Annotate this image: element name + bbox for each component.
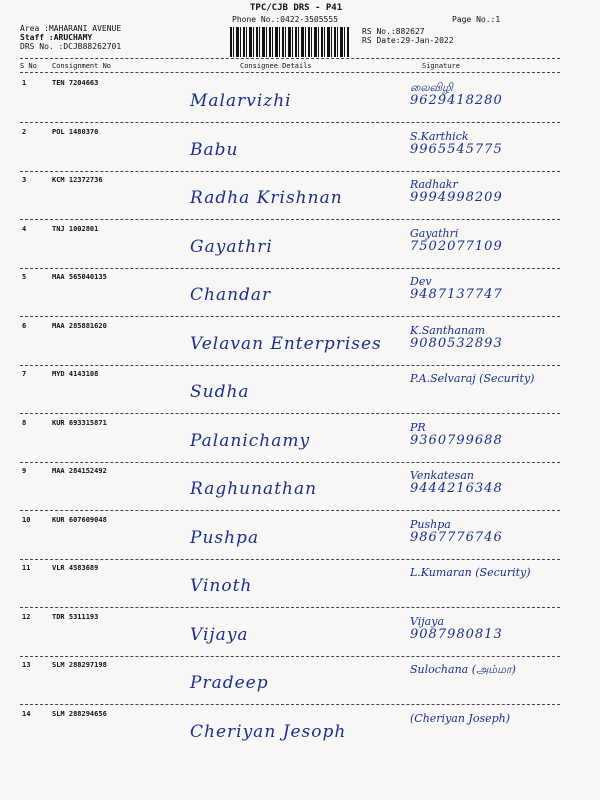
row-divider	[20, 365, 560, 366]
row-consignee-name: Gayathri	[190, 237, 273, 257]
row-signature	[410, 275, 560, 301]
row-signature-phone: 9360799688	[410, 433, 503, 448]
drs-number: DRS No. :DCJB88262701	[20, 42, 122, 51]
table-row	[0, 419, 600, 451]
row-signature-text: Radhakr	[410, 178, 458, 191]
row-consignment-no: SLM 288297198	[52, 661, 107, 669]
row-sno: 8	[22, 419, 27, 427]
row-signature-text: (Cheriyan Joseph)	[410, 712, 511, 725]
row-consignment-no: MAA 285881620	[52, 322, 107, 330]
row-consignment-no: MYD 4143108	[52, 370, 99, 378]
rs-number: RS No.:882627	[362, 27, 425, 36]
table-row	[0, 322, 600, 354]
row-signature-text: Venkatesan	[410, 469, 474, 482]
row-signature-text: Sulochana (அம்மா)	[410, 663, 516, 676]
row-signature	[410, 178, 560, 204]
row-divider	[20, 656, 560, 657]
row-signature	[410, 227, 560, 253]
row-divider	[20, 122, 560, 123]
row-consignee-name: Chandar	[190, 285, 272, 305]
row-consignment-no: POL 1480370	[52, 128, 99, 136]
row-divider	[20, 171, 560, 172]
row-signature	[410, 469, 560, 495]
row-signature-phone: 9087980813	[410, 627, 503, 642]
row-signature	[410, 130, 560, 156]
row-consignment-no: KCM 12372736	[52, 176, 103, 184]
table-row	[0, 273, 600, 305]
row-signature-phone: 9965545775	[410, 142, 503, 157]
row-signature-phone: 9444216348	[410, 481, 503, 496]
row-consignment-no: KUR 693315871	[52, 419, 107, 427]
row-signature	[410, 372, 560, 385]
phone-number: Phone No.:0422-3505555	[232, 15, 338, 24]
row-sno: 3	[22, 176, 27, 184]
row-divider	[20, 462, 560, 463]
table-row	[0, 661, 600, 693]
row-divider	[20, 704, 560, 705]
document-title: TPC/CJB DRS - P41	[250, 3, 343, 13]
row-consignment-no: TDR 5311193	[52, 613, 99, 621]
row-signature	[410, 324, 560, 350]
row-consignee-name: Pushpa	[190, 528, 260, 548]
row-divider	[20, 268, 560, 269]
row-signature-text: Dev	[410, 275, 432, 288]
row-consignee-name: Malarvizhi	[190, 91, 292, 111]
row-sno: 1	[22, 79, 27, 87]
row-sno: 5	[22, 273, 27, 281]
row-consignment-no: VLR 4583689	[52, 564, 99, 572]
row-consignment-no: KUR 607609048	[52, 516, 107, 524]
row-sno: 6	[22, 322, 27, 330]
row-signature-phone: 9994998209	[410, 190, 503, 205]
row-signature-phone: 7502077109	[410, 239, 503, 254]
row-divider	[20, 413, 560, 414]
row-divider	[20, 607, 560, 608]
table-row	[0, 516, 600, 548]
staff-label: Staff :ARUCHAMY	[20, 33, 93, 42]
row-signature-phone: 9487137747	[410, 287, 503, 302]
row-signature-text: K.Santhanam	[410, 324, 486, 337]
row-signature-phone: 9867776746	[410, 530, 503, 545]
row-sno: 11	[22, 564, 31, 572]
row-signature-text: Vijaya	[410, 615, 445, 628]
row-sno: 4	[22, 225, 27, 233]
col-sno: S No	[20, 62, 37, 70]
row-signature-text: Pushpa	[410, 518, 451, 531]
columns-divider	[20, 72, 560, 73]
row-consignee-name: Sudha	[190, 382, 250, 402]
col-consignment: Consignment No	[52, 62, 112, 70]
row-consignee-name: Palanichamy	[190, 431, 311, 451]
row-sno: 10	[22, 516, 31, 524]
row-signature	[410, 421, 560, 447]
row-divider	[20, 316, 560, 317]
row-consignment-no: MAA 565040135	[52, 273, 107, 281]
table-row	[0, 370, 600, 402]
row-signature	[410, 518, 560, 544]
rs-date: RS Date:29-Jan-2022	[362, 36, 454, 45]
row-signature-text: S.Karthick	[410, 130, 469, 143]
row-consignment-no: MAA 284152492	[52, 467, 107, 475]
table-row	[0, 467, 600, 499]
page-number: Page No.:1	[452, 15, 501, 24]
row-sno: 12	[22, 613, 31, 621]
row-signature-phone: 9629418280	[410, 93, 503, 108]
table-row	[0, 613, 600, 645]
row-consignee-name: Babu	[190, 140, 239, 160]
row-divider	[20, 219, 560, 220]
row-signature-text: Gayathri	[410, 227, 459, 240]
col-signature: Signature	[422, 62, 460, 70]
row-consignment-no: TNJ 1002801	[52, 225, 99, 233]
row-signature-text: L.Kumaran (Security)	[410, 566, 531, 579]
row-signature-text: லைவிழி	[410, 81, 453, 94]
row-consignee-name: Raghunathan	[190, 479, 318, 499]
table-row	[0, 128, 600, 160]
row-sno: 2	[22, 128, 27, 136]
table-row	[0, 564, 600, 596]
row-signature	[410, 712, 560, 725]
header-divider	[20, 58, 560, 59]
row-consignment-no: TEN 7204663	[52, 79, 99, 87]
row-signature-text: PR	[410, 421, 426, 434]
row-signature-text: P.A.Selvaraj (Security)	[410, 372, 535, 385]
row-consignee-name: Radha Krishnan	[190, 188, 343, 208]
row-signature-phone: 9080532893	[410, 336, 503, 351]
row-signature	[410, 81, 560, 107]
row-divider	[20, 559, 560, 560]
row-signature	[410, 566, 560, 579]
col-consignee: Consignee Details	[240, 62, 312, 70]
row-sno: 13	[22, 661, 31, 669]
area-label: Area :MAHARANI AVENUE	[20, 24, 122, 33]
table-row	[0, 176, 600, 208]
row-sno: 14	[22, 710, 31, 718]
row-consignment-no: SLM 288294656	[52, 710, 107, 718]
row-sno: 9	[22, 467, 27, 475]
row-consignee-name: Velavan Enterprises	[190, 334, 382, 354]
row-divider	[20, 510, 560, 511]
row-consignee-name: Cheriyan Jesoph	[190, 722, 347, 742]
row-signature	[410, 615, 560, 641]
table-row	[0, 710, 600, 742]
table-row	[0, 79, 600, 111]
row-consignee-name: Vinoth	[190, 576, 253, 596]
row-signature	[410, 663, 560, 676]
row-consignee-name: Vijaya	[190, 625, 249, 645]
row-consignee-name: Pradeep	[190, 673, 269, 693]
barcode-image	[230, 27, 350, 57]
row-sno: 7	[22, 370, 27, 378]
table-row	[0, 225, 600, 257]
